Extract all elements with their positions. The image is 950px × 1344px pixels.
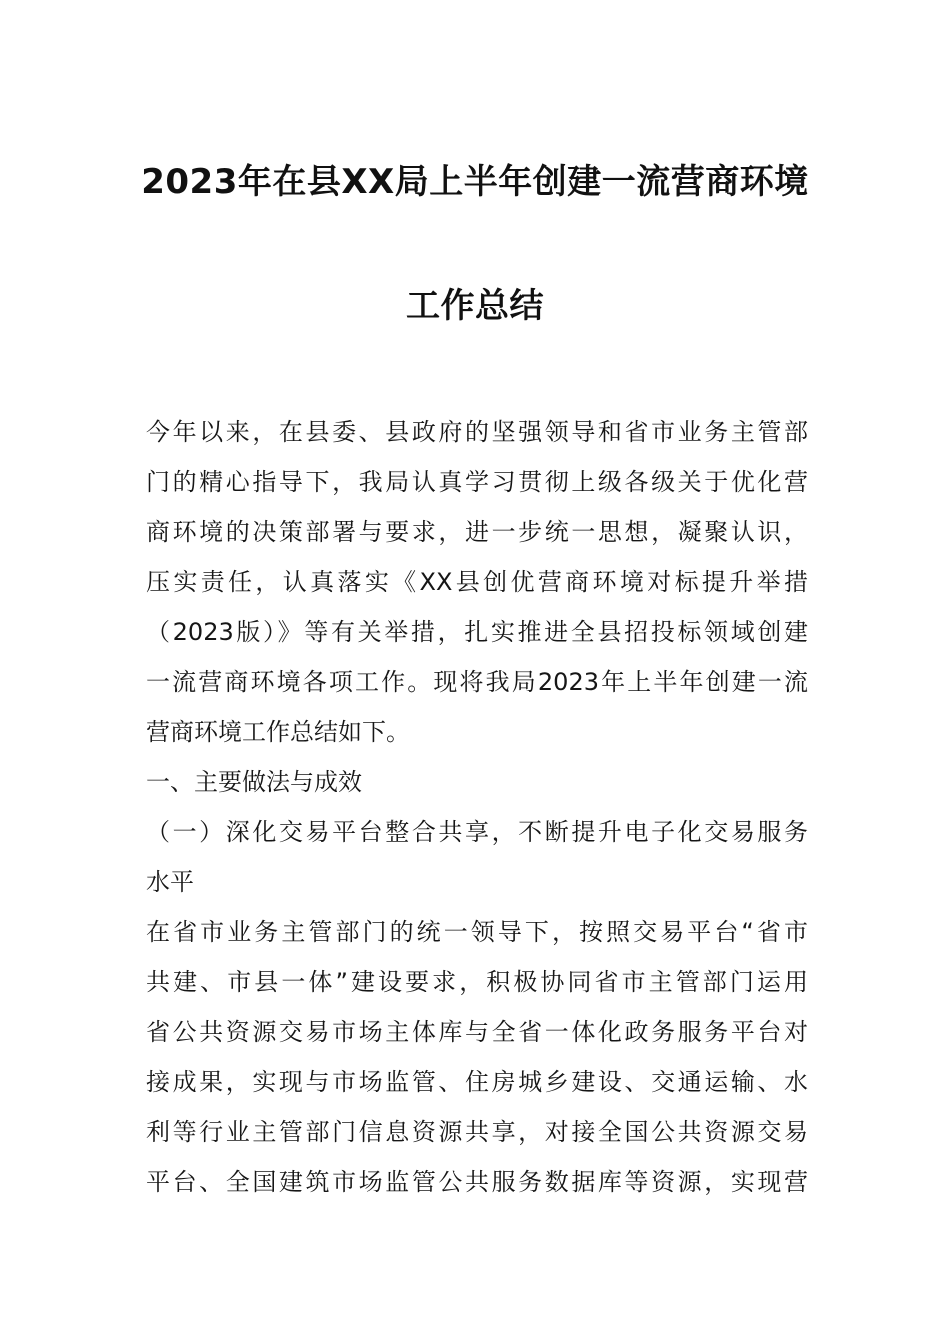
- body-line: 一流营商环境各项工作。现将我局2023年上半年创建一流: [146, 668, 808, 696]
- subsection-heading: （一）深化交易平台整合共享，不断提升电子化交易服务: [146, 818, 808, 846]
- document-title-line-1: 2023年在县XX局上半年创建一流营商环境: [141, 162, 809, 202]
- document-title-line-2: 工作总结: [406, 286, 544, 326]
- document-body: [146, 407, 808, 1207]
- body-line: 压实责任，认真落实《XX县创优营商环境对标提升举措: [146, 568, 808, 596]
- body-line: 共建、市县一体”建设要求，积极协同省市主管部门运用: [146, 968, 808, 996]
- body-line: 在省市业务主管部门的统一领导下，按照交易平台“省市: [146, 918, 808, 946]
- body-line: 今年以来，在县委、县政府的坚强领导和省市业务主管部: [146, 418, 808, 446]
- body-line: 省公共资源交易市场主体库与全省一体化政务服务平台对: [146, 1018, 808, 1046]
- body-line: 接成果，实现与市场监管、住房城乡建设、交通运输、水: [146, 1068, 808, 1096]
- body-line: 平台、全国建筑市场监管公共服务数据库等资源，实现营: [146, 1168, 808, 1196]
- body-line: 门的精心指导下，我局认真学习贯彻上级各级关于优化营: [146, 468, 808, 496]
- section-heading: 一、主要做法与成效: [146, 768, 362, 796]
- subsection-heading-continued: 水平: [146, 868, 194, 896]
- body-line: 营商环境工作总结如下。: [146, 718, 410, 746]
- body-line: 利等行业主管部门信息资源共享，对接全国公共资源交易: [146, 1118, 808, 1146]
- body-line: （2023版）》等有关举措，扎实推进全县招投标领域创建: [146, 618, 808, 646]
- body-line: 商环境的决策部署与要求，进一步统一思想，凝聚认识，: [146, 518, 808, 546]
